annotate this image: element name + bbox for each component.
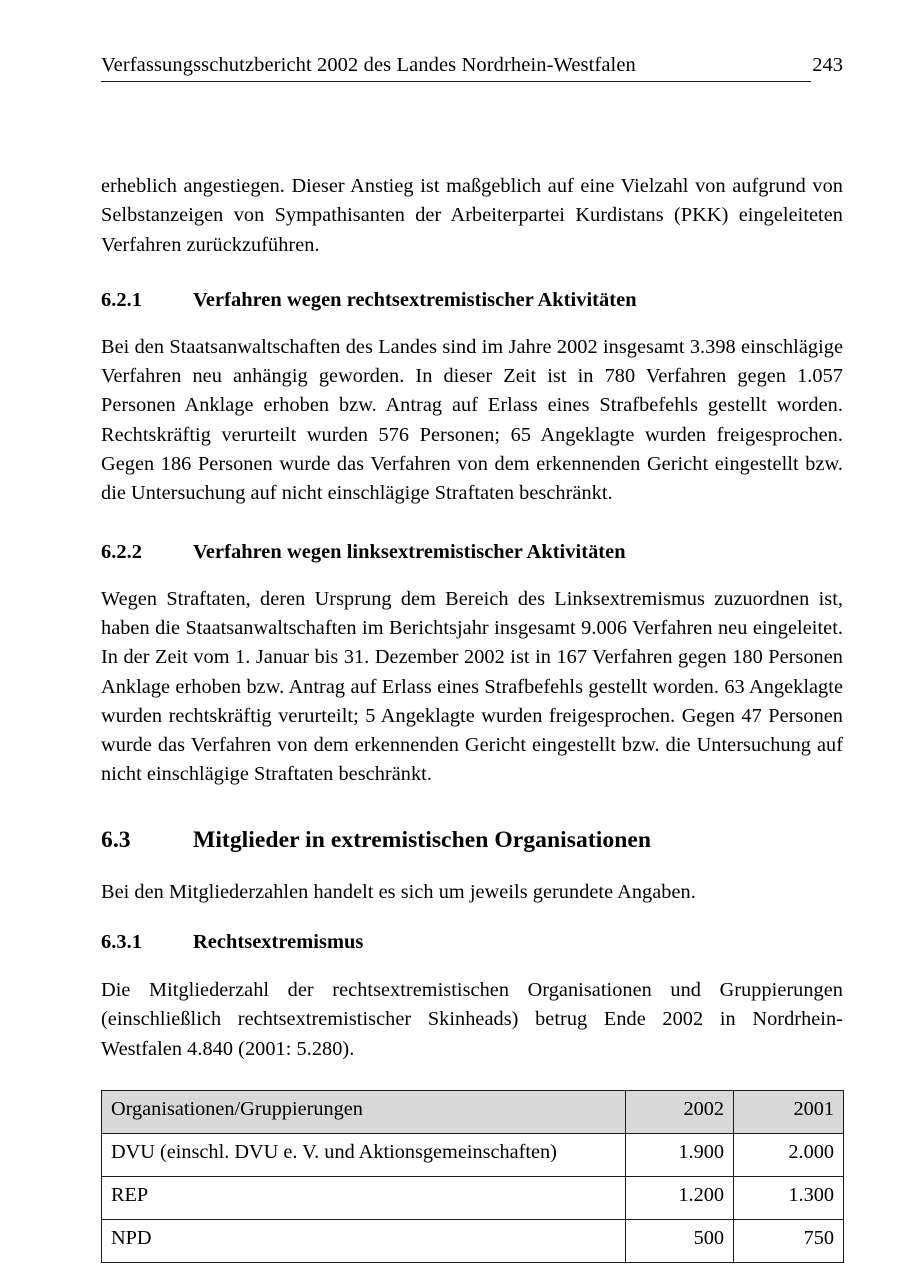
table-row: [102, 1176, 844, 1219]
header-title: Verfassungsschutzbericht 2002 des Landes Nordrhein-Westfalen: [101, 54, 636, 76]
column-header-2001: 2001: [734, 1090, 844, 1133]
heading-6-2-2-number: 6.2.2: [101, 540, 143, 563]
heading-6-2-1-number: 6.2.1: [101, 288, 143, 311]
heading-6-2-2: [101, 539, 843, 566]
paragraph-6-3: Bei den Mitgliederzahlen handelt es sich um jeweils gerundete Angaben.: [101, 880, 696, 903]
heading-6-3-title: Mitglieder in extremistischen Organisationen: [193, 826, 652, 853]
table-row: [102, 1133, 844, 1176]
heading-6-2-2-title: Verfahren wegen linksextremistischer Aktivitäten: [193, 540, 626, 563]
header-rule: [101, 81, 811, 82]
heading-6-3-1-number: 6.3.1: [101, 931, 143, 954]
cell-value-2001: 2.000: [734, 1133, 844, 1176]
column-header-organisation: Organisationen/Gruppierungen: [102, 1090, 626, 1133]
cell-value-2001: 750: [734, 1219, 844, 1262]
cell-value-2002: 500: [626, 1219, 734, 1262]
page-number: 243: [812, 54, 843, 76]
table-header-row: [102, 1090, 844, 1133]
paragraph-6-2-1: Bei den Staatsanwaltschaften des Landes sind im Jahre 2002 insgesamt 3.398 einschlägige Verfahren neu anhängig geworden. In dieser Zeit ist in 780 Verfahren gegen 1.057 Personen Anklage erhoben bzw. Antrag auf Erlass eines Strafbefehls gestellt worden. Rechtskräftig verurteilt wurden 576 Personen; 65 Angeklagte wurden freigesprochen. Gegen 186 Personen wurde das Verfahren von dem erkennenden Gericht eingestellt bzw. die Untersuchung auf nicht einschlägige Straftaten beschränkt.: [101, 335, 843, 505]
heading-6-3: [101, 825, 843, 856]
table-header: [102, 1090, 844, 1133]
membership-table: [101, 1090, 844, 1263]
document-body: [101, 172, 843, 1263]
heading-6-3-1-title: Rechtsextremismus: [193, 931, 364, 954]
heading-6-2-1: [101, 287, 843, 314]
column-header-2002: 2002: [626, 1090, 734, 1133]
cell-organisation: REP: [102, 1176, 626, 1219]
cell-value-2002: 1.200: [626, 1176, 734, 1219]
running-header: [101, 52, 843, 86]
heading-6-3-number: 6.3: [101, 826, 131, 853]
paragraph-6-3-1: Die Mitgliederzahl der rechtsextremistischen Organisationen und Gruppierungen (einschließlich rechtsextremistischer Skinheads) betrug Ende 2002 in Nordrhein-Westfalen 4.840 (2001: 5.280).: [101, 979, 843, 1060]
heading-6-2-1-title: Verfahren wegen rechtsextremistischer Aktivitäten: [193, 288, 637, 311]
heading-6-3-1: [101, 929, 843, 956]
cell-value-2002: 1.900: [626, 1133, 734, 1176]
cell-organisation: DVU (einschl. DVU e. V. und Aktionsgemeinschaften): [102, 1133, 626, 1176]
paragraph-6-2-2: Wegen Straftaten, deren Ursprung dem Bereich des Linksextremismus zuzuordnen ist, haben die Staatsanwaltschaften im Berichtsjahr insgesamt 9.006 Verfahren neu eingeleitet. In der Zeit vom 1. Januar bis 31. Dezember 2002 ist in 167 Verfahren gegen 180 Personen Anklage erhoben bzw. Antrag auf Erlass eines Strafbefehls gestellt worden. 63 Angeklagte wurden rechtskräftig verurteilt; 5 Angeklagte wurden freigesprochen. Gegen 47 Personen wurde das Verfahren von dem erkennenden Gericht eingestellt bzw. die Untersuchung auf nicht einschlägige Straftaten beschränkt.: [101, 587, 843, 786]
table-row: [102, 1219, 844, 1262]
intro-paragraph: erheblich angestiegen. Dieser Anstieg ist maßgeblich auf eine Vielzahl von aufgrund von Selbstanzeigen von Sympathisanten der Arbeiterpartei Kurdistans (PKK) eingeleiteten Verfahren zurückzuführen.: [101, 175, 843, 256]
table-body: [102, 1133, 844, 1262]
cell-value-2001: 1.300: [734, 1176, 844, 1219]
cell-organisation: NPD: [102, 1219, 626, 1262]
